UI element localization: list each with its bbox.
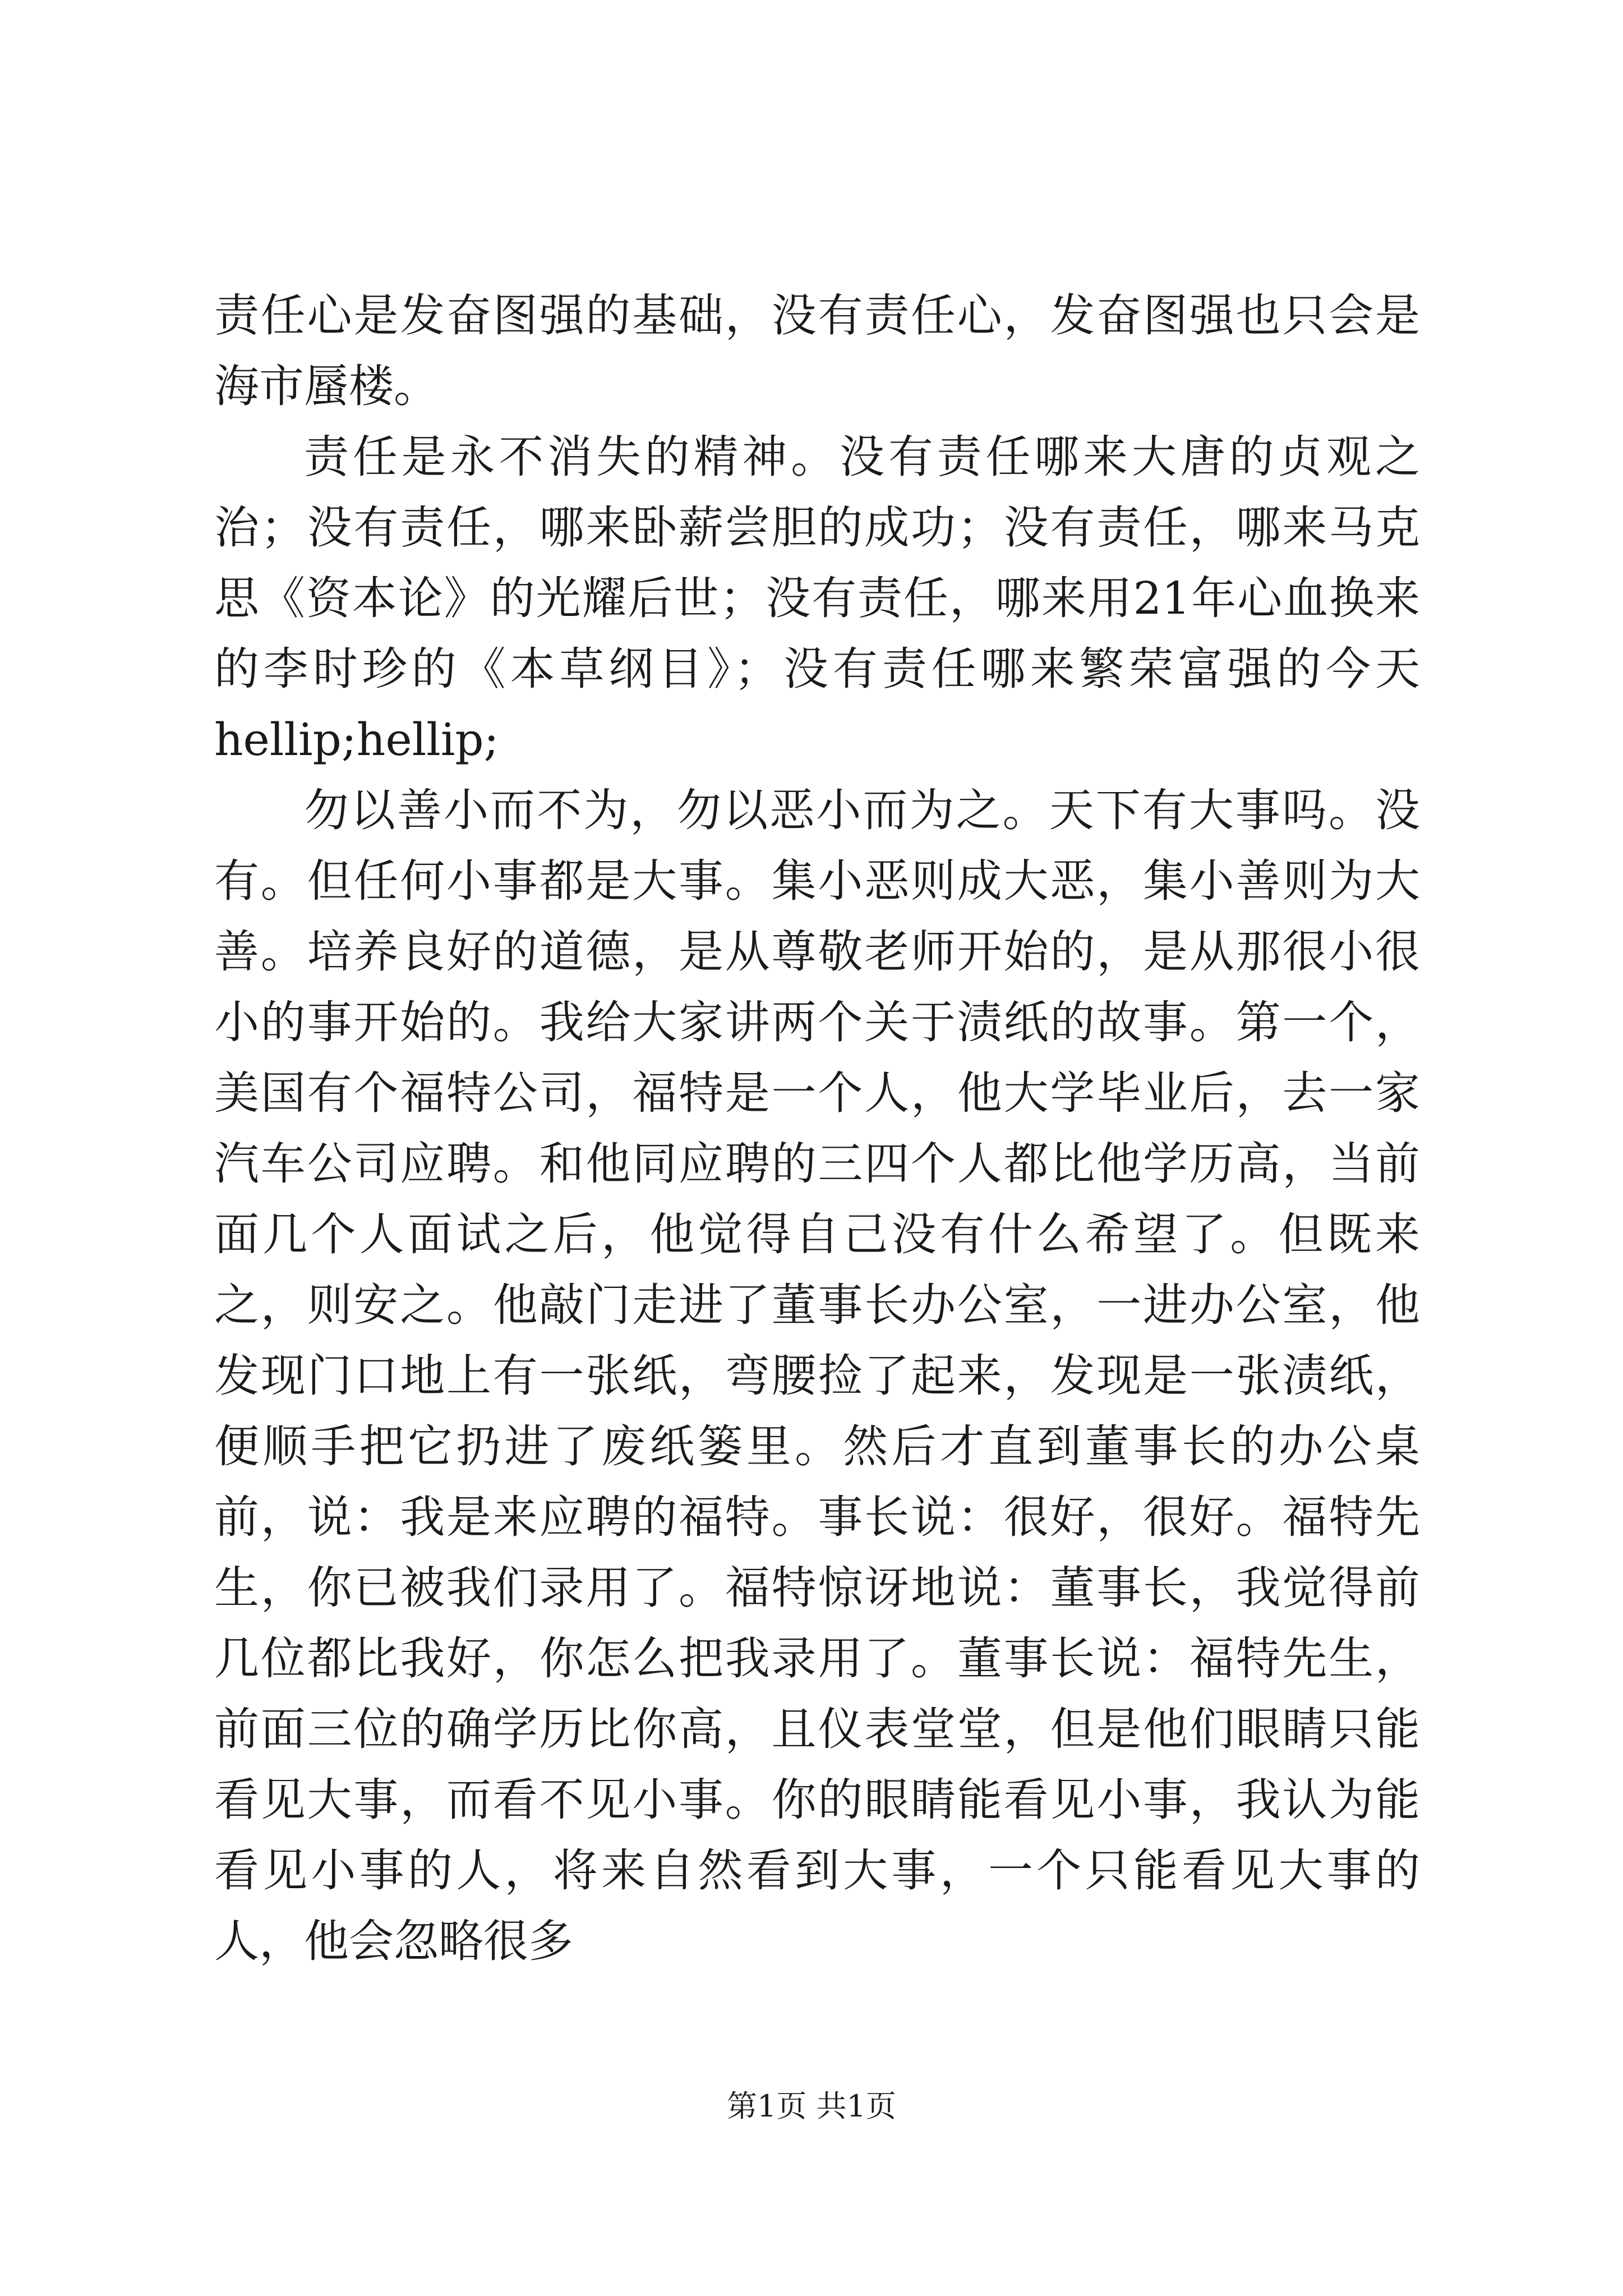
paragraph-3: 勿以善小而不为，勿以恶小而为之。天下有大事吗。没有。但任何小事都是大事。集小恶则成大恶，集小善则为大善。培养良好的道德，是从尊敬老师开始的，是从那很小很小的事开始的。我给大家讲两个关于渍纸的故事。第一个，美国有个福特公司，福特是一个人，他大学毕业后，去一家汽车公司应聘。和他同应聘的三四个人都比他学历高，当前面几个人面试之后，他觉得自己没有什么希望了。但既来之，则安之。他敲门走进了董事长办公室，一进办公室，他发现门口地上有一张纸，弯腰捡了起来，发现是一张渍纸，便顺手把它扔进了废纸篓里。然后才直到董事长的办公桌前，说：我是来应聘的福特。事长说：很好，很好。福特先生，你已被我们录用了。福特惊讶地说：董事长，我觉得前几位都比我好，你怎么把我录用了。董事长说：福特先生，前面三位的确学历比你高，且仪表堂堂，但是他们眼睛只能看见大事，而看不见小事。你的眼睛能看见小事，我认为能看见小事的人，将来自然看到大事，一个只能看见大事的人，他会忽略很多 bbox=[214, 784, 1420, 1967]
paragraph-1: 责任心是发奋图强的基础，没有责任心，发奋图强也只会是海市蜃楼。 bbox=[214, 289, 1420, 412]
page-footer: 第1页 共1页 bbox=[727, 2088, 896, 2124]
paragraph-2: 责任是永不消失的精神。没有责任哪来大唐的贞观之治；没有责任，哪来卧薪尝胆的成功；没有责任，哪来马克思《资本论》的光耀后世；没有责任，哪来用21年心血换来的李时珍的《本草纲目》；没有责任哪来繁荣富强的今天hellip;hellip; bbox=[214, 431, 1420, 766]
document-body bbox=[214, 280, 1420, 1977]
